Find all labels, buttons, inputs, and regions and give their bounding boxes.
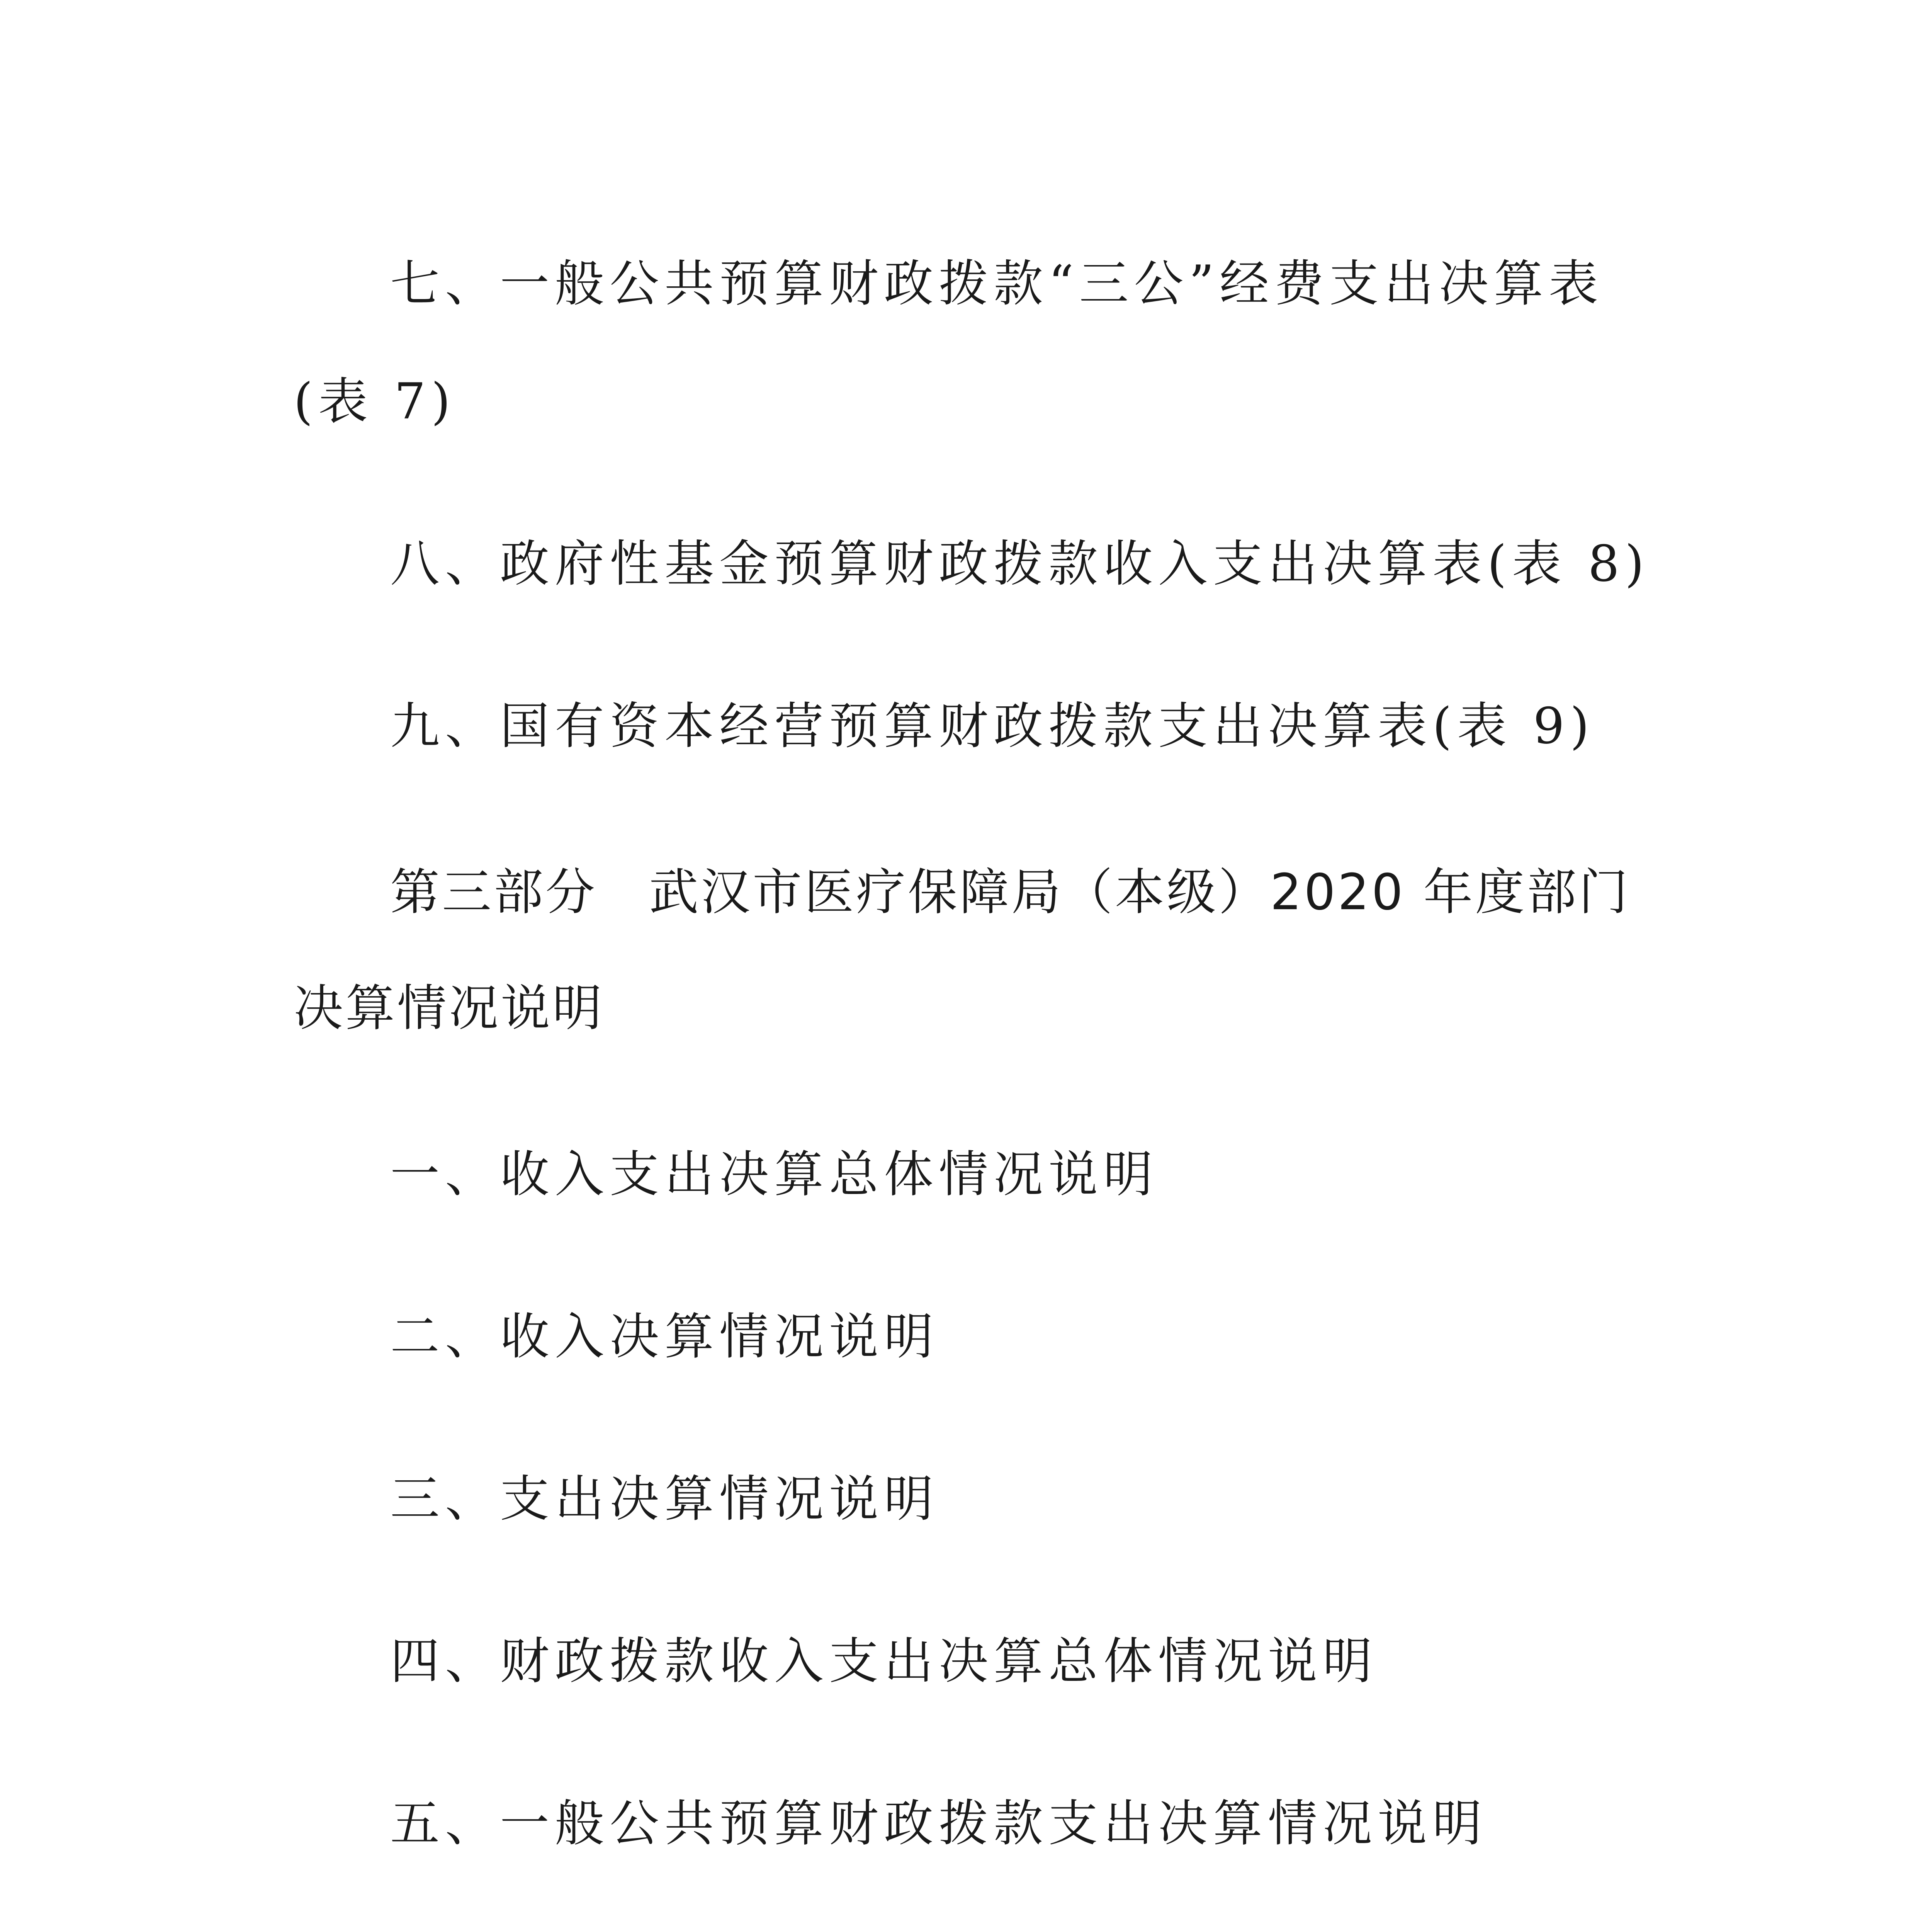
section-heading-part-3: 第三部分 武汉市医疗保障局（本级）2020 年度部门: [390, 864, 1631, 921]
toc-item-explanation-5: 五、一般公共预算财政拨款支出决算情况说明: [390, 1795, 1488, 1852]
toc-item-table-8: 八、政府性基金预算财政拨款收入支出决算表(表 8): [390, 535, 1650, 593]
toc-item-explanation-1: 一、收入支出决算总体情况说明: [390, 1146, 1159, 1203]
toc-item-table-7: 七、一般公共预算财政拨款“三公”经费支出决算表: [390, 255, 1604, 313]
toc-item-explanation-2: 二、收入决算情况说明: [390, 1308, 939, 1366]
toc-item-table-7-cont: (表 7): [294, 373, 456, 430]
section-heading-part-3-cont: 决算情况说明: [294, 980, 605, 1037]
toc-item-explanation-3: 三、支出决算情况说明: [390, 1470, 939, 1528]
toc-item-table-9: 九、国有资本经营预算财政拨款支出决算表(表 9): [390, 697, 1595, 755]
toc-item-explanation-4: 四、财政拨款收入支出决算总体情况说明: [390, 1633, 1378, 1690]
